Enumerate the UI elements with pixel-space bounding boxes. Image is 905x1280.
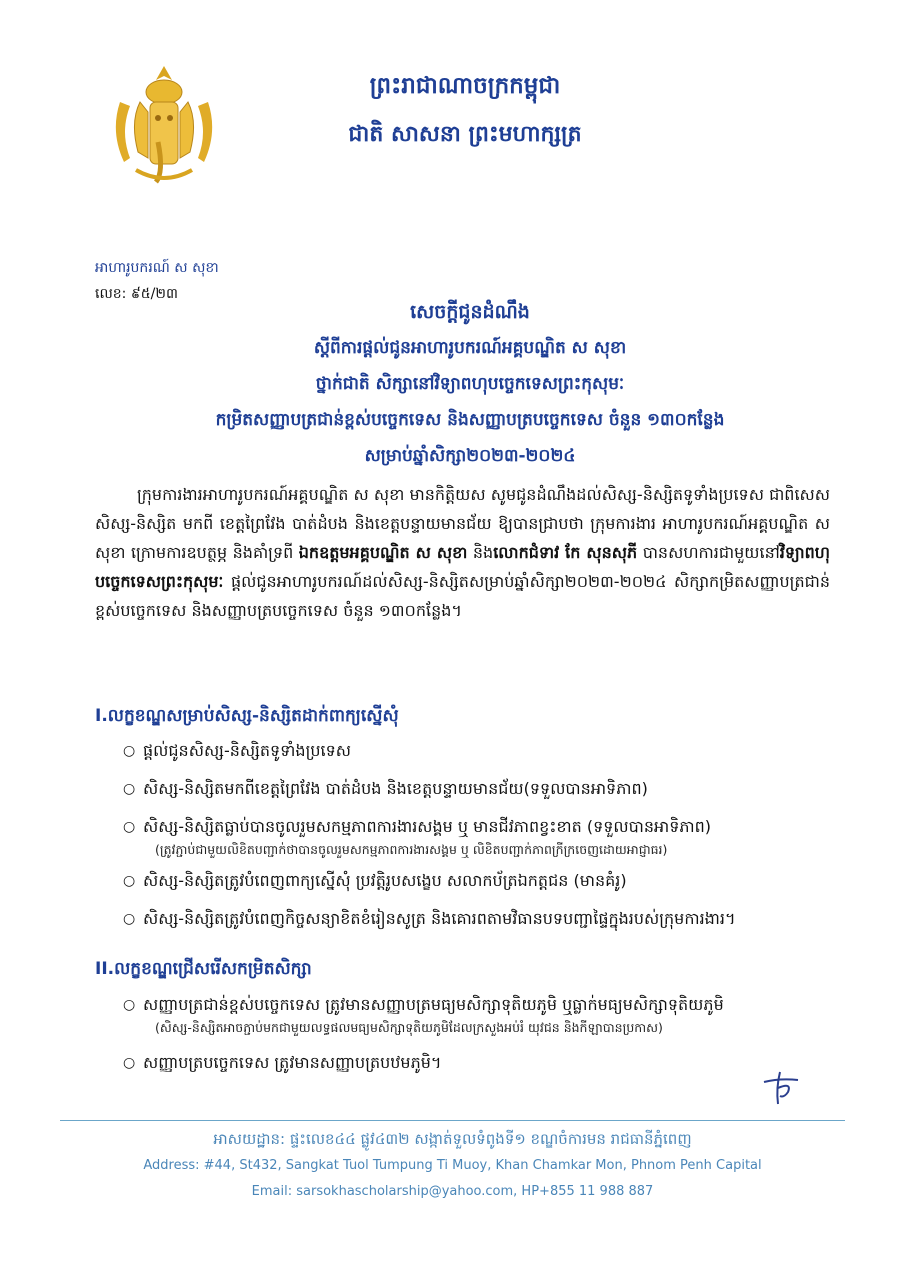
section-1-note: (ត្រូវភ្ជាប់ជាមួយលិខិតបញ្ជាក់ថាបានចូលរួមសកម្មភាពការងារសង្គម ឬ លិខិតបញ្ជាក់ភាពក្រីក្រចេញដោយអាជ្ញាធរ) xyxy=(155,842,668,857)
announcement-body xyxy=(95,480,830,625)
national-motto: ជាតិ សាសនា ព្រះមហាក្សត្រ xyxy=(348,121,582,147)
body-bold-1: ឯកឧត្តមអគ្គបណ្ឌិត ស សុខា xyxy=(298,543,468,562)
body-text-1: ក្រុមការងារអាហារូបករណ៍អគ្គបណ្ឌិត ស សុខា មានកិត្តិយស សូមជូនដំណឹងដល់សិស្ស-និស្សិតទូទាំងប្រទេស ជាពិសេសសិស្ស-និស្សិត មកពី ខេត្តព្រៃវែង បាត់ដំបង និងខេត្តបន្ទាយមានជ័យ ឱ្យបានជ្រាបថា ក្រុមការងារ អាហារូបករណ៍អគ្គបណ្ឌិត ស សុខា ក្រោមការឧបត្ថម្ភ និងគាំទ្រពី xyxy=(95,485,830,562)
title-line-3: ថ្នាក់ជាតិ សិក្សានៅវិទ្យាពហុបច្ចេកទេសព្រះកុសុមៈ xyxy=(315,374,625,394)
bullet-icon: ○ xyxy=(123,1055,136,1071)
footer-contact: Email: sarsokhascholarship@yahoo.com, HP+855 11 988 887 xyxy=(251,1184,654,1199)
signature-icon xyxy=(758,1068,818,1108)
list-item: ○ សញ្ញាបត្រជាន់ខ្ពស់បច្ចេកទេស ត្រូវមានសញ្ញាបត្រមធ្យមសិក្សាទុតិយភូមិ ឬធ្លាក់មធ្យមសិក្សាទុតិយភូមិ xyxy=(123,995,724,1014)
section-1-heading: I.លក្ខខណ្ឌសម្រាប់សិស្ស-និស្សិតដាក់ពាក្យស្នើសុំ xyxy=(95,706,399,726)
list-item: ○ សិស្ស-និស្សិតត្រូវបំពេញពាក្យស្នើសុំ ប្រវត្តិរូបសង្ខេប សលាកប័ត្រឯកត្តជន (មានគំរូ) xyxy=(123,871,627,890)
list-item: ○ សិស្ស-និស្សិតត្រូវបំពេញកិច្ចសន្យាខិតខំរៀនសូត្រ និងគោរពតាមវិធានបទបញ្ជាផ្ទៃក្នុងរបស់ក្រុមការងារ។ xyxy=(123,909,736,928)
title-line-2: ស្តីពីការផ្តល់ជូនអាហារូបករណ៍អគ្គបណ្ឌិត ស សុខា xyxy=(313,338,627,358)
list-item: ○ សញ្ញាបត្របច្ចេកទេស ត្រូវមានសញ្ញាបត្របឋមភូមិ។ xyxy=(123,1053,442,1072)
bullet-icon: ○ xyxy=(123,911,136,927)
bullet-icon: ○ xyxy=(123,819,136,835)
bullet-icon: ○ xyxy=(123,743,136,759)
title-line-5: សម្រាប់ឆ្នាំសិក្សា២០២៣-២០២៤ xyxy=(364,446,576,466)
title-line-1: សេចក្តីជូនដំណឹង xyxy=(410,301,530,323)
reference-number: លេខ: ៩៥/២៣ xyxy=(95,286,178,302)
footer-address-english: Address: #44, St432, Sangkat Tuol Tumpung Ti Muoy, Khan Chamkar Mon, Phnom Penh Capital xyxy=(143,1158,762,1173)
body-text-4: ផ្តល់ជូនអាហារូបករណ៍ដល់សិស្ស-និស្សិតសម្រាប់ឆ្នាំសិក្សា២០២៣-២០២៤ សិក្សាកម្រិតសញ្ញាបត្រជាន់ខ្ពស់បច្ចេកទេស និងសញ្ញាបត្របច្ចេកទេស ចំនួន ១៣០កន្លែង។ xyxy=(95,572,830,620)
section-2-heading: II.លក្ខខណ្ឌជ្រើសរើសកម្រិតសិក្សា xyxy=(95,959,312,979)
document-titles xyxy=(80,294,860,474)
list-item: ○ ផ្តល់ជូនសិស្ស-និស្សិតទូទាំងប្រទេស xyxy=(123,741,351,760)
royal-emblem-icon xyxy=(100,62,228,192)
list-item: ○ សិស្ស-និស្សិតធ្លាប់បានចូលរួមសកម្មភាពការងារសង្គម ឬ មានជីវភាពខ្វះខាត (ទទួលបានអាទិភាព) xyxy=(123,817,712,836)
body-bold-3: វិទ្យាពហុបច្ចេកទេសព្រះកុសុមៈ xyxy=(95,543,831,591)
organization-name: អាហារូបករណ៍ ស សុខា xyxy=(95,260,219,276)
bullet-icon: ○ xyxy=(123,873,136,889)
bullet-icon: ○ xyxy=(123,781,136,797)
section-1-list xyxy=(95,740,835,946)
body-bold-2: លោកជំទាវ កែ សុនសុភី xyxy=(493,543,638,562)
bullet-icon: ○ xyxy=(123,997,136,1013)
kingdom-title: ព្រះរាជាណាចក្រកម្ពុជា xyxy=(369,72,561,99)
footer-divider xyxy=(60,1120,845,1121)
section-2-note: (សិស្ស-និស្សិតអាចភ្ជាប់មកជាមួយលទ្ធផលមធ្យមសិក្សាទុតិយភូមិដែលក្រសួងអប់រំ យុវជន និងកីឡាបានប្រកាស) xyxy=(155,1020,663,1035)
section-2-list xyxy=(95,994,835,1076)
footer-address-khmer: អាសយដ្ឋាន: ផ្ទះលេខ៤៤ ផ្លូវ៤៣២ សង្កាត់ទួលទំពូងទី១ ខណ្ឌចំការមន រាជធានីភ្នំពេញ xyxy=(213,1130,692,1148)
body-text-3: បានសហការជាមួយនៅ xyxy=(642,543,780,562)
title-line-4: កម្រិតសញ្ញាបត្រជាន់ខ្ពស់បច្ចេកទេស និងសញ្ញាបត្របច្ចេកទេស ចំនួន ១៣០កន្លែង xyxy=(215,410,725,430)
body-text-2: និង xyxy=(472,543,494,562)
list-item: ○ សិស្ស-និស្សិតមកពីខេត្តព្រៃវែង បាត់ដំបង និងខេត្តបន្ទាយមានជ័យ(ទទួលបានអាទិភាព) xyxy=(123,779,648,798)
